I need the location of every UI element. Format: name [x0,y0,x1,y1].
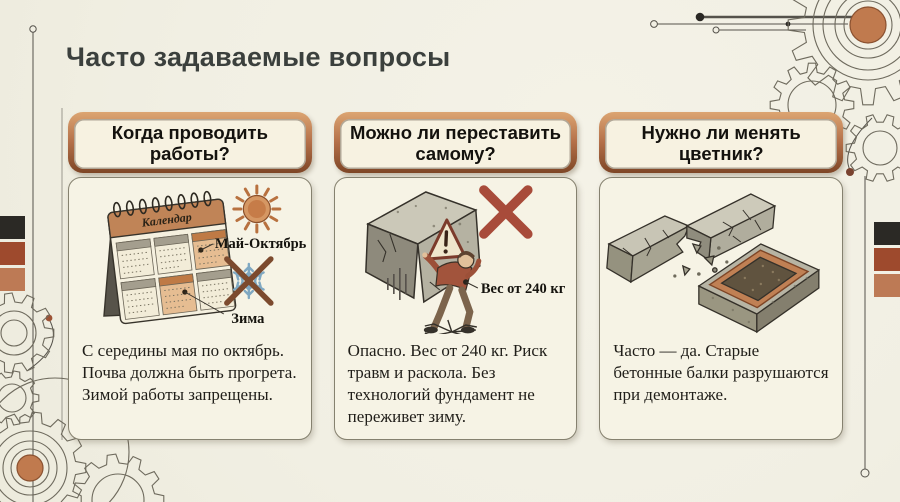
copper-hub [850,7,886,43]
color-swatches-left [0,216,25,291]
faq-card-when [68,112,312,440]
gear-ring [1,320,27,346]
swatch-black [0,216,25,239]
question-text: Нужно ли менять цветник? [605,119,837,169]
card-body [599,177,843,440]
swatch-rust [874,248,900,271]
swatch-copper [874,274,900,297]
gear-ring [0,311,36,355]
red-x-icon [484,190,528,234]
faq-cards-row [68,112,843,440]
weight-label: Вес от 240 кг [480,281,565,297]
gear-ring [92,474,144,502]
question-header [599,112,843,173]
answer-text: С середины мая по октябрь. Почва должна быть прогрета. Зимой работы запрещены. [82,341,297,405]
man-carrying-block-illustration [335,182,577,334]
copper-hub [17,455,43,481]
question-header [68,112,312,173]
gear-ring [863,131,897,165]
question-header [334,112,578,173]
swatch-rust [0,242,25,265]
answer-text: Часто — да. Старые бетонные балки разрушаются при демонтаже. [613,341,829,405]
color-swatches-right [874,222,900,297]
cold-season-label: Зима [231,311,265,327]
card-body [68,177,312,440]
card-body [334,177,578,440]
gear-icon [846,115,900,181]
calendar-illustration [69,182,311,334]
answer-text: Опасно. Вес от 240 кг. Риск травм и раскола. Без технологий фундамент не переживет зиму. [347,341,548,427]
concrete-planter [699,244,819,332]
faq-card-move-yourself [334,112,578,440]
swatch-copper [0,268,25,291]
sun-icon [234,186,280,232]
question-text: Можно ли переставить самому? [340,119,572,169]
snowflake-icon [227,259,271,303]
broken-beam-and-planter-illustration [600,182,842,334]
gear-icon [73,454,164,502]
calendar-title: Календар [140,209,193,230]
swatch-black [874,222,900,245]
faq-card-flowerbed [599,112,843,440]
question-text: Когда проводить работы? [74,119,306,169]
page-title: Часто задаваемые вопросы [66,42,451,72]
warm-season-label: Май-Октябрь [214,236,307,252]
